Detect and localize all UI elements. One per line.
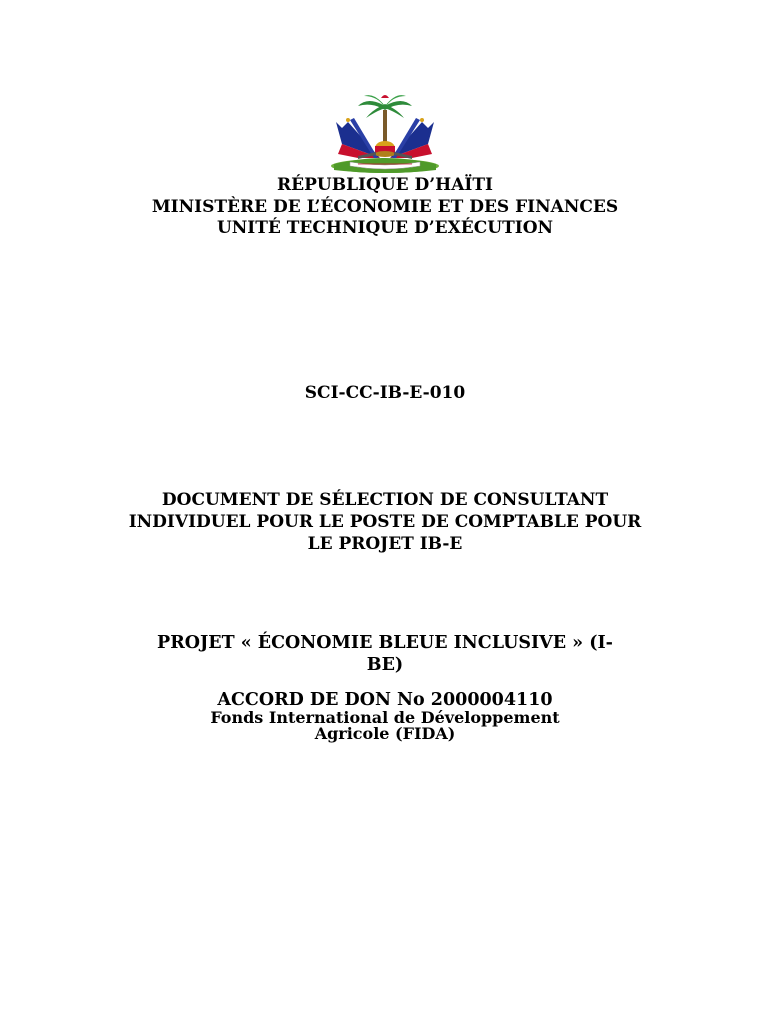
funder-name-line-2: Agricole (FIDA): [314, 724, 456, 743]
document-title-line-2: INDIVIDUEL POUR LE POSTE DE COMPTABLE POUR: [128, 512, 642, 532]
funder-name: [0, 710, 770, 742]
republic-line: RÉPUBLIQUE D’HAÏTI: [277, 175, 493, 195]
grant-agreement: [0, 690, 770, 710]
ministry-line: MINISTÈRE DE L’ÉCONOMIE ET DES FINANCES: [151, 196, 619, 217]
project-name: [0, 632, 770, 676]
issuing-authority-header: [0, 175, 770, 240]
document-title-line-3: LE PROJET IB-E: [307, 534, 463, 554]
document-reference: SCI-CC-IB-E-010: [304, 383, 466, 403]
document-title: [0, 489, 770, 555]
funder-name-line-1: Fonds International de Développement: [210, 708, 560, 727]
haiti-coat-of-arms-icon: [328, 92, 442, 174]
project-name-line-1: PROJET « ÉCONOMIE BLEUE INCLUSIVE » (I-: [157, 633, 613, 653]
project-name-line-2: BE): [366, 655, 404, 675]
unit-line: UNITÉ TECHNIQUE D’EXÉCUTION: [216, 218, 554, 238]
grant-agreement-line: ACCORD DE DON No 2000004110: [217, 690, 553, 710]
document-title-line-1: DOCUMENT DE SÉLECTION DE CONSULTANT: [161, 490, 609, 510]
